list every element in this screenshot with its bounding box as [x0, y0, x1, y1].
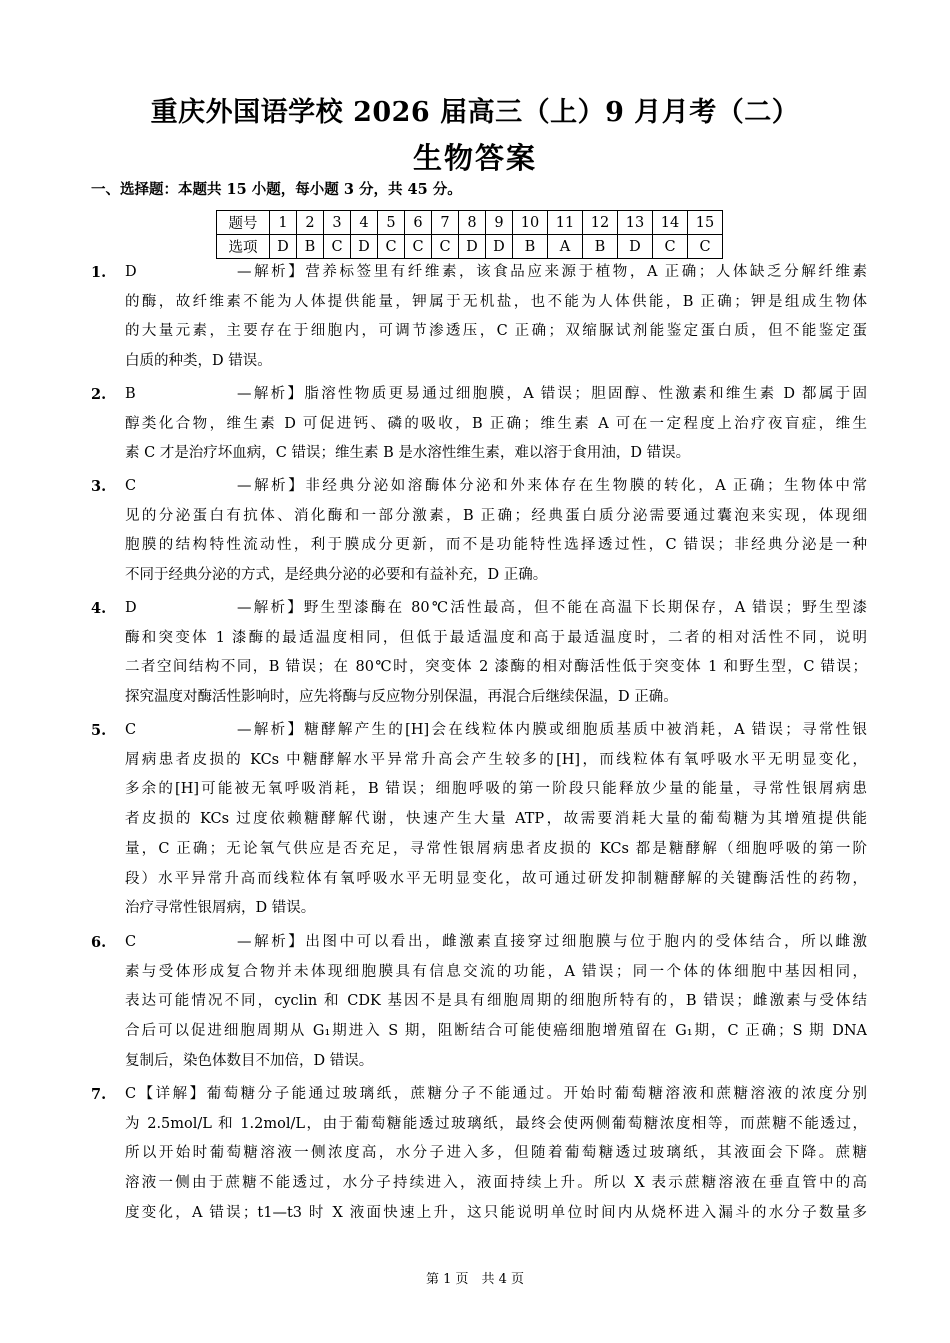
table-cell-option: D	[618, 235, 653, 259]
table-cell-option: D	[486, 235, 513, 259]
question-answer: C	[125, 722, 137, 738]
explanation-line: 见的分泌蛋白有抗体、消化酶和一部分激素，B 正确；经典蛋白质分泌需要通过囊泡来实现，体现细	[125, 507, 867, 524]
question-item	[91, 716, 867, 924]
explanation-line: 酶和突变体 1 漆酶的最适温度相同，但低于最适温度和高于最适温度时，二者的相对活性不同，说明	[125, 629, 867, 646]
table-cell-number: 7	[432, 211, 459, 235]
table-cell-option: C	[653, 235, 688, 259]
table-cell-option: D	[351, 235, 378, 259]
explanation-line: 量，C 正确；无论氧气供应是否充足，寻常性银屑病患者皮损的 KCs 都是糖酵解（细胞呼吸的第一阶	[125, 840, 867, 857]
explanation-line: 的酶，故纤维素不能为人体提供能量，钾属于无机盐，也不能为人体供能，B 正确；钾是组成生物体	[125, 293, 867, 310]
explanation-line: 合后可以促进细胞周期从 G₁期进入 S 期，阻断结合可能使癌细胞增殖留在 G₁期，C 正确；S 期 DNA	[125, 1023, 867, 1040]
table-cell-option: B	[583, 235, 618, 259]
question-item	[91, 928, 867, 1077]
question-answer: D	[125, 600, 137, 616]
question-answer: C【详解】	[125, 1086, 207, 1102]
explanation-line: —解析】非经典分泌如溶酶体分泌和外来体存在生物膜的转化，A 正确；生物体中常	[237, 478, 867, 494]
page-title: 重庆外国语学校 2026 届高三（上）9 月月考（二）	[150, 97, 800, 128]
table-cell-option: C	[432, 235, 459, 259]
table-cell-number: 2	[297, 211, 324, 235]
question-answer: C	[125, 478, 137, 494]
table-cell-number: 11	[548, 211, 583, 235]
question-number: 5.	[91, 722, 107, 739]
question-number: 7.	[91, 1086, 107, 1103]
table-cell-option: D	[459, 235, 486, 259]
explanation-line: 多余的[H]可能被无氧呼吸消耗，B 错误；细胞呼吸的第一阶段只能释放少量的能量，寻常性银屑病患	[125, 781, 867, 798]
question-answer: C	[125, 934, 137, 950]
table-cell-option: C	[405, 235, 432, 259]
answer-table-option-row	[217, 235, 723, 259]
section-heading: 一、选择题：本题共 15 小题，每小题 3 分，共 45 分。	[91, 181, 462, 198]
question-item	[91, 472, 867, 591]
table-cell-option: C	[378, 235, 405, 259]
table-cell-number: 10	[513, 211, 548, 235]
question-answer: D	[125, 264, 137, 280]
explanation-line: 复制后，染色体数目不加倍，D 错误。	[125, 1052, 374, 1069]
table-cell-option: C	[688, 235, 723, 259]
table-cell-number: 15	[688, 211, 723, 235]
explanation-line: —解析】出图中可以看出，雌激素直接穿过细胞膜与位于胞内的受体结合，所以雌激	[237, 934, 867, 950]
explanation-line: 治疗寻常性银屑病，D 错误。	[125, 900, 316, 917]
question-item	[91, 1080, 867, 1229]
explanation-text: 葡萄糖分子能通过玻璃纸，蔗糖分子不能通过。开始时葡萄糖溶液和蔗糖溶液的浓度分别	[206, 1086, 867, 1102]
table-cell-option: C	[324, 235, 351, 259]
table-cell-number: 5	[378, 211, 405, 235]
explanation-line: 探究温度对酶活性影响时，应先将酶与反应物分别保温，再混合后继续保温，D 正确。	[125, 689, 678, 706]
explanation-line: —解析】野生型漆酶在 80℃活性最高，但不能在高温下长期保存，A 错误；野生型漆	[237, 600, 867, 616]
explanation-line: 二者空间结构不同，B 错误；在 80℃时，突变体 2 漆酶的相对酶活性低于突变体 1 和野生型，C 错误；	[125, 659, 867, 676]
answer-table-number-row	[217, 211, 723, 235]
table-cell-number: 6	[405, 211, 432, 235]
explanation-line: 段）水平异常升高而线粒体有氧呼吸水平无明显变化，故可通过研发抑制糖酵解的关键酶活性的药物，	[125, 870, 867, 887]
table-cell-number: 9	[486, 211, 513, 235]
question-number: 4.	[91, 600, 107, 617]
table-cell-number: 12	[583, 211, 618, 235]
question-item	[91, 594, 867, 713]
question-item	[91, 258, 867, 377]
explanation-line: 度变化，A 错误；t1—t3 时 X 液面快速上升，这只能说明单位时间内从烧杯进入漏斗的水分子数量多	[125, 1204, 867, 1221]
explanation-line: —解析】脂溶性物质更易通过细胞膜，A 错误；胆固醇、性激素和维生素 D 都属于固	[237, 386, 867, 402]
table-cell-number: 14	[653, 211, 688, 235]
question-item	[91, 380, 867, 469]
question-answer: B	[125, 386, 136, 402]
explanation-line: 白质的种类，D 错误。	[125, 353, 272, 370]
explanation-line: 的大量元素，主要存在于细胞内，可调节渗透压，C 正确；双缩脲试剂能鉴定蛋白质，但不能鉴定蛋	[125, 323, 867, 340]
explanation-line: —解析】营养标签里有纤维素，该食品应来源于植物，A 正确；人体缺乏分解纤维素	[237, 264, 867, 280]
table-cell-number: 13	[618, 211, 653, 235]
explanation-line: 屑病患者皮损的 KCs 中糖酵解水平异常升高会产生较多的[H]，而线粒体有氧呼吸水平无明显变化，	[125, 751, 867, 768]
table-row-label: 题号	[217, 211, 270, 235]
explanation-line: —解析】糖酵解产生的[H]会在线粒体内膜或细胞质基质中被消耗，A 错误；寻常性银	[237, 722, 867, 738]
question-number: 1.	[91, 264, 107, 281]
table-cell-option: B	[297, 235, 324, 259]
explanation-line: 胞膜的结构特性流动性，利于膜成分更新，而不是功能特性选择透过性，C 错误；非经典分泌是一种	[125, 537, 867, 554]
question-number: 3.	[91, 478, 107, 495]
table-cell-option: D	[270, 235, 297, 259]
table-cell-number: 4	[351, 211, 378, 235]
explanation-line: 所以开始时葡萄糖溶液一侧浓度高，水分子进入多，但随着葡萄糖透过玻璃纸，其液面会下降。蔗糖	[125, 1145, 867, 1162]
table-row-label: 选项	[217, 235, 270, 259]
explanation-line: 不同于经典分泌的方式，是经典分泌的必要和有益补充，D 正确。	[125, 567, 548, 584]
page-footer: 第 1 页 共 4 页	[425, 1272, 525, 1287]
page-subtitle: 生物答案	[412, 141, 537, 175]
explanation-line: 表达可能情况不同，cyclin 和 CDK 基因不是具有细胞周期的细胞所特有的，B 错误；雌激素与受体结	[125, 993, 867, 1010]
table-cell-number: 3	[324, 211, 351, 235]
question-number: 6.	[91, 934, 107, 951]
table-cell-number: 1	[270, 211, 297, 235]
question-number: 2.	[91, 386, 107, 403]
table-cell-option: B	[513, 235, 548, 259]
table-cell-number: 8	[459, 211, 486, 235]
explanation-line: 素 C 才是治疗坏血病，C 错误；维生素 B 是水溶性维生素，难以溶于食用油，D 错误。	[125, 445, 691, 462]
explanation-line: 醇类化合物，维生素 D 可促进钙、磷的吸收，B 正确；维生素 A 可在一定程度上治疗夜盲症，维生	[125, 415, 867, 432]
explanation-line: 为 2.5mol/L 和 1.2mol/L，由于葡萄糖能透过玻璃纸，最终会使两侧葡萄糖浓度相等，而蔗糖不能透过，	[125, 1115, 867, 1132]
explanation-line: 素与受体形成复合物并未体现细胞膜具有信息交流的功能，A 错误；同一个体的体细胞中基因相同，	[125, 963, 867, 980]
explanation-line: 溶液一侧由于蔗糖不能透过，水分子持续进入，液面持续上升。所以 X 表示蔗糖溶液在垂直管中的高	[125, 1175, 867, 1192]
explanation-line	[91, 1080, 867, 1110]
answer-table	[216, 210, 723, 259]
explanation-line: 者皮损的 KCs 过度依赖糖酵解代谢，快速产生大量 ATP，故需要消耗大量的葡萄糖为其增殖提供能	[125, 811, 867, 828]
table-cell-option: A	[548, 235, 583, 259]
